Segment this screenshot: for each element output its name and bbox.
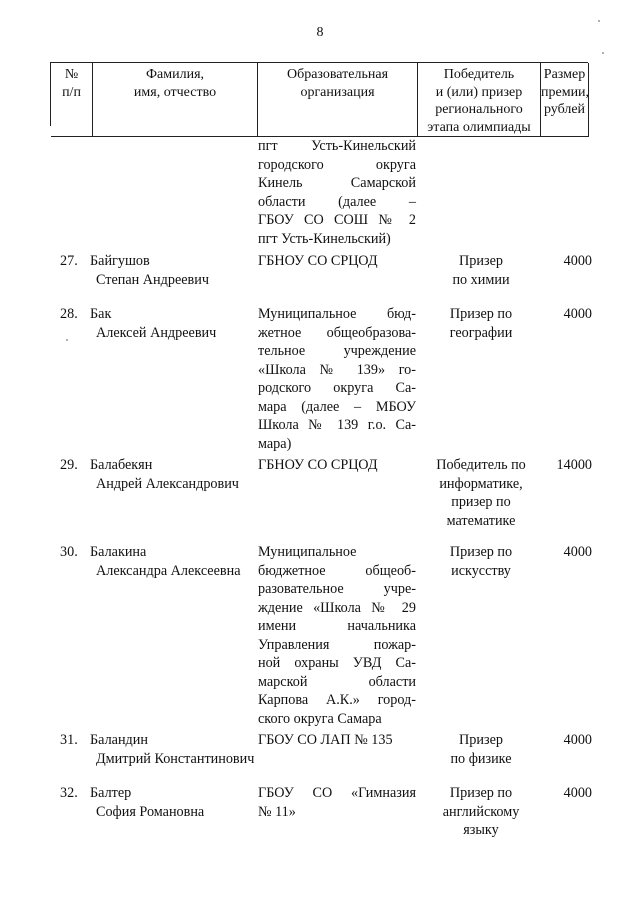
prize-line: Призер по — [449, 306, 513, 322]
prize-line: по химии — [452, 271, 510, 288]
surname: Балабекян — [90, 457, 153, 473]
org-line: разовательное учре- — [258, 581, 416, 597]
row-org — [258, 543, 416, 728]
row-amount: 4000 — [563, 544, 592, 560]
row-org — [258, 305, 416, 453]
row-org — [258, 784, 416, 821]
org-line: № 11» — [258, 803, 296, 820]
header-prize — [418, 63, 541, 137]
prize-line: информатике, — [439, 475, 523, 492]
table-row — [50, 543, 592, 727]
surname: Бак — [90, 306, 112, 322]
header-name — [93, 63, 258, 137]
row-amount: 4000 — [563, 785, 592, 801]
table-row — [50, 252, 592, 288]
row-number: 27. — [60, 253, 78, 269]
row-name — [90, 252, 265, 289]
header-amount-line: Размер — [543, 67, 586, 82]
prize-line: Призер — [459, 732, 503, 748]
org-line: «Школа № 139» го- — [258, 361, 416, 378]
org-line: ГБОУ СО СОШ № 2 — [258, 212, 416, 228]
prize-line: Призер по — [449, 785, 513, 801]
prize-line: искусству — [451, 562, 511, 579]
org-line: Муниципальное — [258, 544, 357, 560]
org-line: ГБНОУ СО СРЦОД — [258, 457, 378, 473]
prize-line: географии — [449, 324, 513, 341]
prize-line: языку — [463, 822, 499, 838]
table-header — [50, 62, 590, 135]
row-number: 31. — [60, 732, 78, 748]
org-line: мара) — [258, 435, 292, 452]
prize-line: Победитель по — [436, 457, 526, 473]
given-names: София Романовна — [96, 803, 205, 820]
org-line: тельное учреждение — [258, 343, 416, 359]
surname: Байгушов — [90, 253, 150, 269]
row-prize — [418, 252, 544, 289]
continuation-row — [50, 137, 590, 247]
prize-line: английскому — [442, 803, 520, 820]
row-prize — [418, 784, 544, 840]
org-line: Управления пожар- — [258, 636, 416, 653]
org-line: пгт Усть-Кинельский — [258, 138, 416, 154]
prize-line: Призер — [459, 253, 503, 269]
given-names: Степан Андреевич — [96, 271, 209, 288]
table-row — [50, 456, 592, 529]
org-line: ГБНОУ СО СРЦОД — [258, 253, 378, 269]
row-name — [90, 731, 265, 768]
scan-speck — [66, 339, 68, 341]
header-num-line: № — [64, 67, 79, 82]
row-name — [90, 784, 265, 821]
org-line: ГБОУ СО ЛАП № 135 — [258, 732, 393, 748]
org-line: жетное общеобразова- — [258, 324, 416, 341]
given-names: Александра Алексеевна — [96, 562, 241, 579]
row-prize — [418, 543, 544, 580]
header-prize-line: регионального — [435, 102, 523, 117]
header-prize-line: Победитель — [443, 67, 515, 82]
row-name — [90, 543, 265, 580]
org-line: бюджетное общеоб- — [258, 562, 416, 579]
header-amount-line: премии, — [541, 84, 590, 100]
org-line: ждение «Школа № 29 — [258, 599, 416, 616]
header-amount-line: рублей — [543, 102, 586, 117]
table-row — [50, 784, 592, 838]
org-line: области (далее – — [258, 193, 416, 210]
row-org — [258, 252, 416, 271]
page-number: 8 — [316, 25, 324, 40]
table-row — [50, 731, 592, 767]
org-line: Школа № 139 г.о. Са- — [258, 417, 416, 433]
surname: Баландин — [90, 732, 148, 748]
given-names: Дмитрий Константинович — [96, 750, 255, 767]
row-amount: 4000 — [563, 732, 592, 748]
given-names: Алексей Андреевич — [96, 324, 217, 341]
continuation-org — [258, 137, 416, 248]
prize-line: математике — [446, 512, 516, 529]
row-org — [258, 456, 416, 475]
header-num — [51, 63, 93, 137]
table-row — [50, 305, 592, 452]
header-name-line: имя, отчество — [133, 84, 217, 100]
org-line: пгт Усть-Кинельский) — [258, 230, 391, 247]
org-line: Муниципальное бюд- — [258, 306, 416, 322]
org-line: мара (далее – МБОУ — [258, 398, 416, 415]
org-line: марской области — [258, 673, 416, 690]
row-prize — [418, 731, 544, 768]
surname: Балтер — [90, 785, 132, 801]
org-line: Карпова А.К.» город- — [258, 692, 416, 708]
row-prize — [418, 456, 544, 530]
surname: Балакина — [90, 544, 147, 560]
row-number: 32. — [60, 785, 78, 801]
row-amount: 14000 — [556, 457, 592, 473]
row-amount: 4000 — [563, 253, 592, 269]
prize-line: Призер по — [449, 544, 513, 560]
header-prize-line: этапа олимпиады — [427, 119, 531, 135]
header-num-line: п/п — [62, 84, 81, 100]
org-line: ной охраны УВД Са- — [258, 655, 416, 671]
org-line: ГБОУ СО «Гимназия — [258, 785, 416, 801]
org-line: городского округа — [258, 156, 416, 173]
scan-speck — [602, 52, 604, 54]
prize-line: призер по — [451, 494, 511, 510]
header-org — [258, 63, 418, 137]
org-line: ского округа Самара — [258, 710, 382, 727]
header-org-line: Образовательная — [286, 67, 389, 82]
org-line: родского округа Са- — [258, 380, 416, 396]
header-amount — [541, 63, 589, 137]
scan-speck — [598, 20, 600, 22]
org-line: имени начальника — [258, 618, 416, 634]
row-number: 29. — [60, 457, 78, 473]
row-name — [90, 305, 265, 342]
header-org-line: организация — [300, 84, 375, 100]
row-amount: 4000 — [563, 306, 592, 322]
given-names: Андрей Александрович — [96, 475, 239, 492]
row-number: 28. — [60, 306, 78, 322]
prize-line: по физике — [450, 750, 512, 767]
org-line: Кинель Самарской — [258, 175, 416, 191]
row-prize — [418, 305, 544, 342]
header-prize-line: и (или) призер — [435, 84, 523, 100]
row-org — [258, 731, 416, 750]
header-name-line: Фамилия, — [145, 67, 205, 82]
row-number: 30. — [60, 544, 78, 560]
row-name — [90, 456, 265, 493]
